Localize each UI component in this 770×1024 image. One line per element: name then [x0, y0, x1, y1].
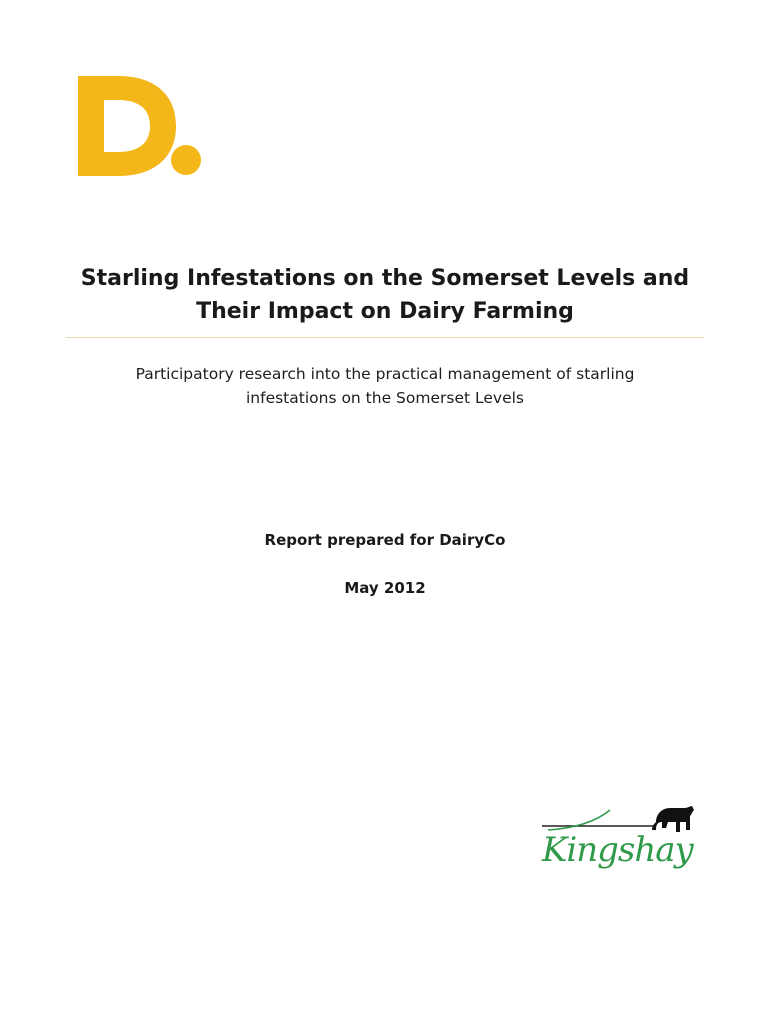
report-date: May 2012: [344, 579, 426, 597]
report-title-line-2: Their Impact on Dairy Farming: [196, 299, 574, 324]
report-title: [60, 262, 710, 328]
report-subtitle: [90, 362, 680, 410]
kingshay-wordmark: Kingshay: [542, 830, 693, 870]
prepared-for-text: Report prepared for DairyCo: [264, 531, 506, 549]
report-subtitle-line-1: Participatory research into the practical management of starling: [135, 365, 635, 383]
report-title-line-1: Starling Infestations on the Somerset Levels and: [80, 266, 690, 291]
dairyco-d-logo-icon: [74, 72, 206, 180]
dairyco-logo: [74, 72, 206, 180]
title-divider: [66, 337, 704, 338]
report-subtitle-line-2: infestations on the Somerset Levels: [245, 389, 524, 407]
kingshay-logo: [538, 804, 698, 880]
